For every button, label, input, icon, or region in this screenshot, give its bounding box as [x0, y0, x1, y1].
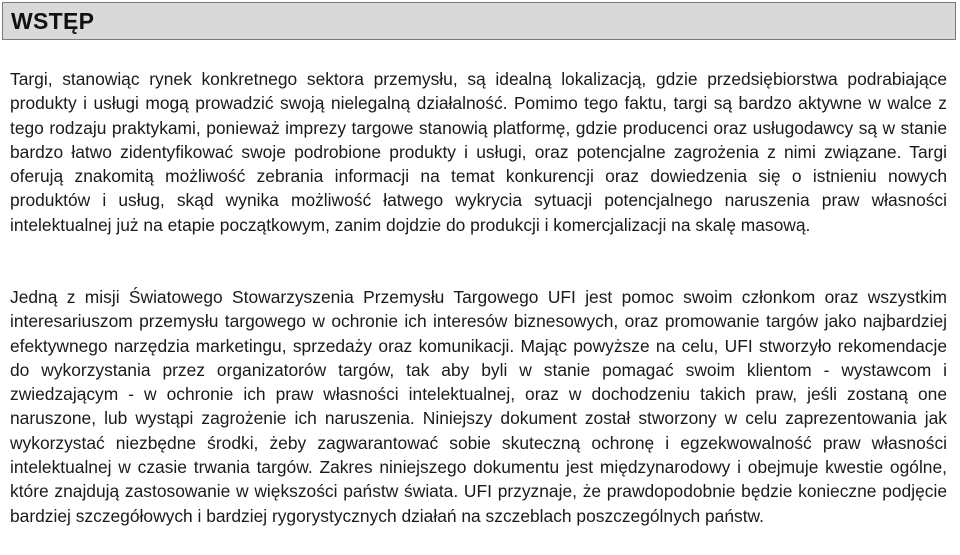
- section-heading: WSTĘP: [11, 8, 95, 34]
- body-paragraph-2: Jedną z misji Światowego Stowarzyszenia Przemysłu Targowego UFI jest pomoc swoim członkom oraz wszystkim interesariuszom przemysłu targowego w ochronie ich interesów biznesowych, oraz promowanie targów jako najbardziej efektywnego narzędzia marketingu, sprzedaży oraz komunikacji. Mając powyższe na celu, UFI stworzyło rekomendacje do wykorzystania przez organizatorów targów, tak aby byli w stanie pomagać swoim klientom - wystawcom i zwiedzającym - w ochronie ich praw własności intelektualnej, oraz w dochodzeniu takich praw, jeśli zostaną one naruszone, lub wystąpi zagrożenie ich naruszenia. Niniejszy dokument został stworzony w celu zaprezentowania jak wykorzystać niezbędne środki, żeby zagwarantować sobie skuteczną ochronę i egzekwowalność praw własności intelektualnej w czasie trwania targów. Zakres niniejszego dokumentu jest międzynarodowy i obejmuje kwestie ogólne, które znajdują zastosowanie w większości państw świata. UFI przyznaje, że prawdopodobnie będzie konieczne podjęcie bardziej szczegółowych i bardziej rygorystycznych działań na szczeblach poszczególnych państw.: [10, 287, 947, 526]
- section-heading-bar: [2, 2, 956, 40]
- body-paragraph-1: Targi, stanowiąc rynek konkretnego sektora przemysłu, są idealną lokalizacją, gdzie przedsiębiorstwa podrabiające produkty i usługi mogą prowadzić swoją nielegalną działalność. Pomimo tego faktu, targi są bardzo aktywne w walce z tego rodzaju praktykami, ponieważ imprezy targowe stanowią platformę, gdzie producenci oraz usługodawcy są w stanie bardzo łatwo zidentyfikować swoje podrobione produkty i usługi, oraz potencjalne zagrożenia z nimi związane. Targi oferują znakomitą możliwość zebrania informacji na temat konkurencji oraz dowiedzenia się o istnieniu nowych produktów i usług, skąd wynika możliwość łatwego wykrycia sytuacji potencjalnego naruszenia praw własności intelektualnej już na etapie początkowym, zanim dojdzie do produkcji i komercjalizacji na skalę masową.: [10, 69, 947, 235]
